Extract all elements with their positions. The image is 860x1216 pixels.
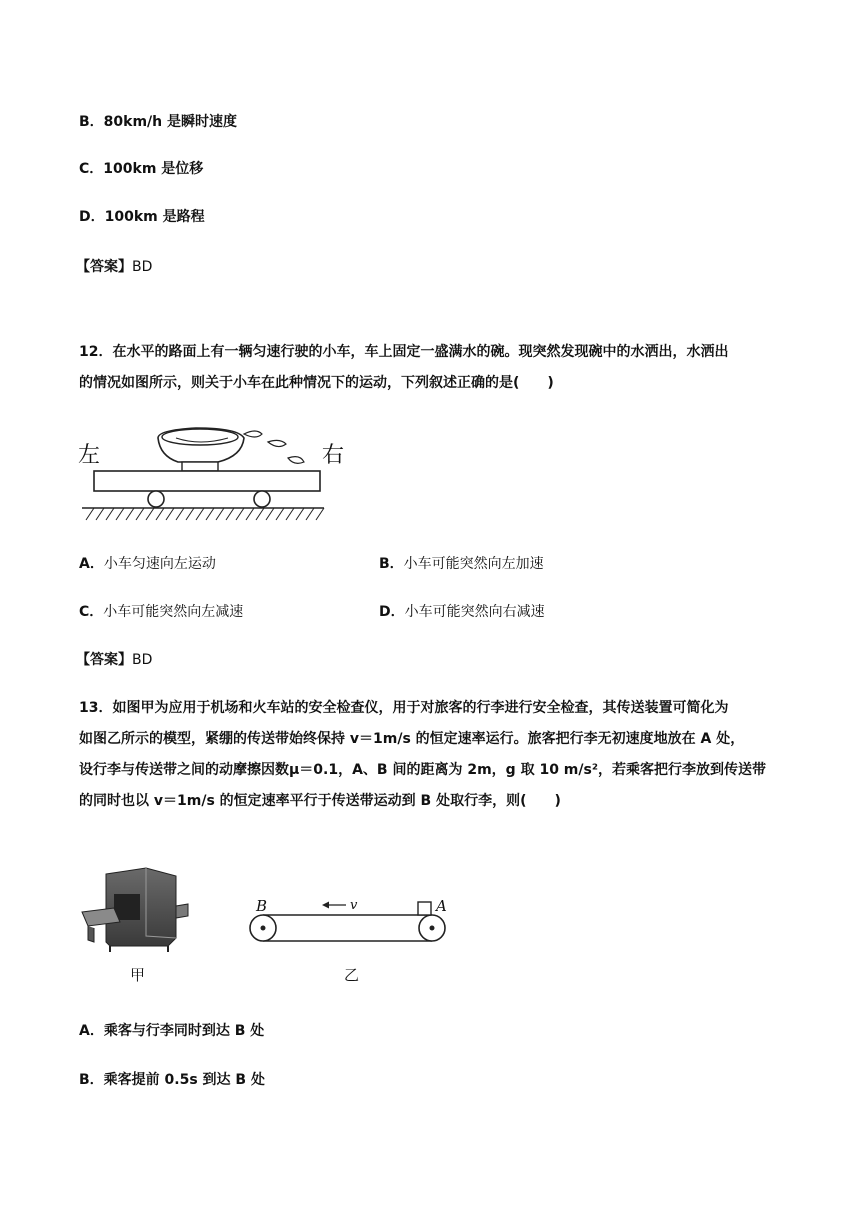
q13-stem-line: 设行李与传送带之间的动摩擦因数μ＝0.1，A、B 间的距离为 2m，g 取 10 m/s²，若乘客把行李放到传送带 [79,762,766,778]
q13-stem-line: 的同时也以 v＝1m/s 的恒定速率平行于传送带运动到 B 处取行李，则( ) [79,793,561,809]
q11-option-d [79,207,205,227]
caption-yi: 乙 [344,966,360,984]
q11-answer [76,257,152,277]
option-text: 小车可能突然向左减速 [103,604,244,620]
q13-stem [79,693,781,817]
option-text: 100km 是路程 [104,209,205,225]
q12-stem [79,337,781,399]
cart-body [94,471,320,491]
water-drops-icon [244,431,304,463]
option-text: 小车匀速向左运动 [103,556,216,572]
option-label: A． [79,556,104,572]
option-text: 80km/h 是瞬时速度 [103,114,238,130]
q13-stem-line: 13．如图甲为应用于机场和火车站的安全检查仪，用于对旅客的行李进行安全检查，其传送装置可简化为 [79,700,729,716]
option-label: B． [379,556,404,572]
q12-stem-line: 12．在水平的路面上有一辆匀速行驶的小车，车上固定一盛满水的碗。现突然发现碗中的水洒出，水洒出 [79,344,729,360]
label-v: v [350,898,358,913]
bowl-icon [158,428,244,471]
option-label: D． [79,209,105,225]
left-label: 左 [78,443,101,468]
answer-key: 【答案】 [76,652,132,668]
option-label: D． [379,604,405,620]
q12-option-d [379,602,545,622]
option-text: 乘客与行李同时到达 B 处 [103,1023,265,1039]
luggage-box [418,902,431,915]
answer-value: BD [132,259,153,275]
arrow-left-icon [322,902,346,909]
label-a: A [436,897,447,915]
answer-value: BD [132,652,153,668]
conveyor-belt-figure [246,893,456,953]
option-text: 乘客提前 0.5s 到达 B 处 [103,1072,265,1088]
q12-cart-figure [78,420,345,524]
option-label: C． [79,604,104,620]
option-label: A． [79,1023,104,1039]
cart-wheel [254,491,270,507]
answer-key: 【答案】 [76,259,132,275]
security-scanner-figure [80,866,190,952]
option-label: C． [79,161,104,177]
q11-option-c [79,159,203,179]
label-b: B [256,897,268,915]
q12-option-a [79,554,216,574]
option-text: 100km 是位移 [103,161,204,177]
ground-hatch [82,508,324,520]
option-text: 小车可能突然向右减速 [404,604,545,620]
right-label: 右 [322,443,345,468]
q12-answer [76,650,152,670]
option-label: B． [79,114,104,130]
option-label: B． [79,1072,104,1088]
caption-jia: 甲 [130,966,146,984]
q13-stem-line: 如图乙所示的模型，紧绷的传送带始终保持 v＝1m/s 的恒定速率运行。旅客把行李无初速度地放在 A 处， [79,731,745,747]
q13-option-a [79,1021,264,1041]
q13-option-b [79,1070,265,1090]
option-text: 小车可能突然向左加速 [403,556,544,572]
q12-option-c [79,602,243,622]
cart-wheel [148,491,164,507]
q11-option-b [79,112,237,132]
q12-option-b [379,554,544,574]
q12-stem-line: 的情况如图所示，则关于小车在此种情况下的运动，下列叙述正确的是( ) [79,375,554,391]
